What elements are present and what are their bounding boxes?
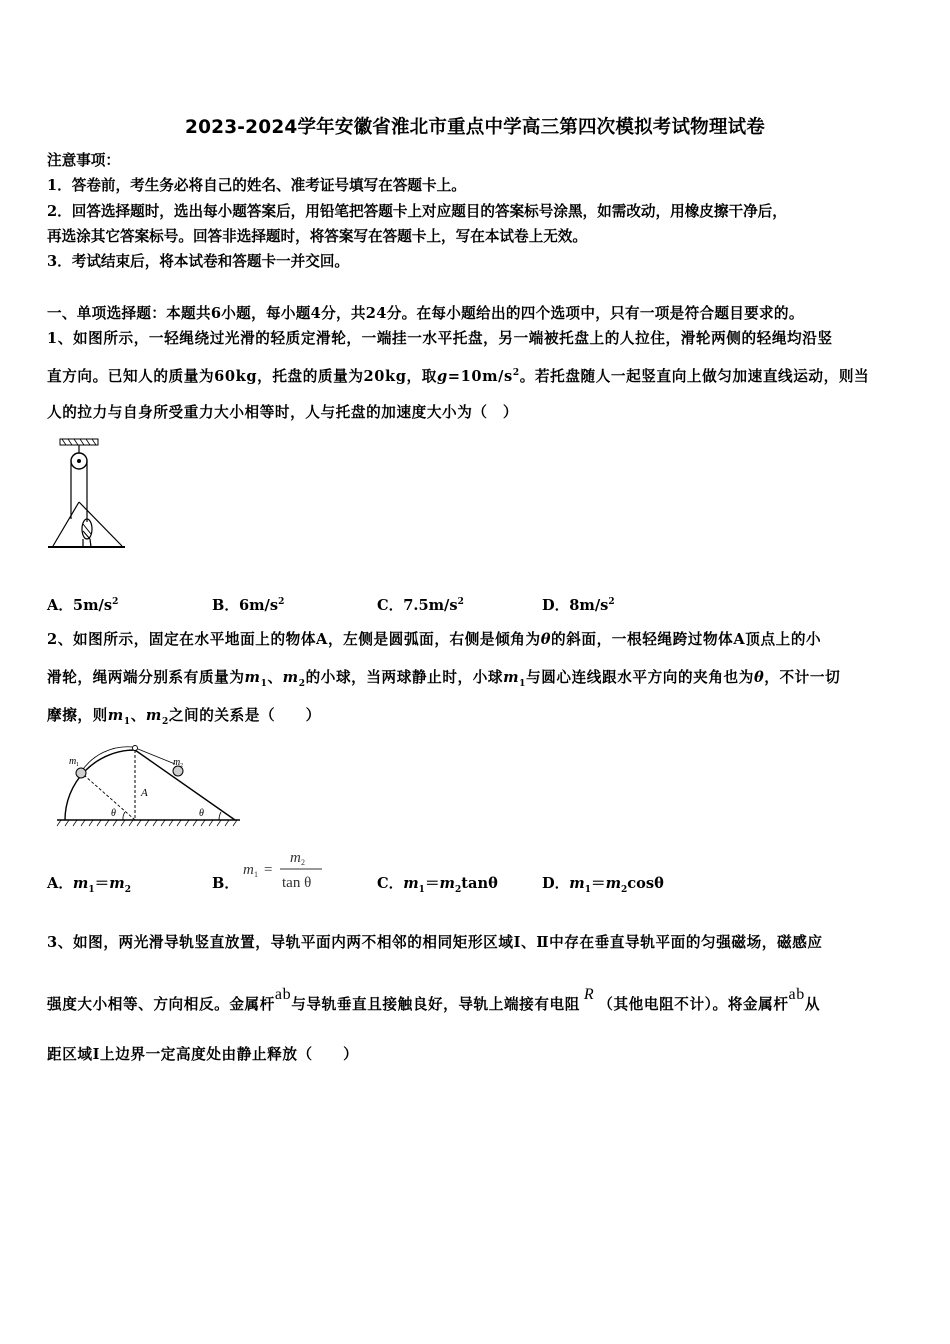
q2-option-d[interactable]: D．$m_1=m_2\cos\theta$ bbox=[542, 875, 664, 895]
svg-text:=: = bbox=[264, 862, 273, 878]
q1-option-d[interactable]: D．$8m/s^2$ bbox=[542, 597, 615, 614]
q1-option-c[interactable]: C．$7.5m/s^2$ bbox=[377, 597, 464, 614]
svg-text:2: 2 bbox=[301, 858, 305, 867]
q2-line-2: 滑轮，绳两端分别系有质量为$m_1$、$m_2$的小球，当两球静止时，小球$m_1$与圆心连线跟水平方向的夹角也为θ，不计一切 bbox=[47, 669, 841, 689]
fig-label-a: A bbox=[141, 787, 148, 799]
svg-text:1: 1 bbox=[254, 870, 258, 879]
fig-label-theta-right: θ bbox=[199, 808, 204, 819]
section-heading: 一、单项选择题：本题共6小题，每小题4分，共24分。在每小题给出的四个选项中，只有一项是符合题目要求的。 bbox=[47, 305, 804, 322]
svg-text:m: m bbox=[243, 862, 254, 878]
svg-text:m: m bbox=[290, 850, 301, 866]
q2-line-1: 2、如图所示，固定在水平地面上的物体A，左侧是圆弧面，右侧是倾角为θ的斜面，一根轻绳跨过物体A顶点上的小 bbox=[47, 631, 822, 648]
fig-label-theta-left: θ bbox=[111, 808, 116, 819]
q2-option-b-letter[interactable]: B． bbox=[212, 875, 239, 892]
q2-option-a[interactable]: A．$m_1=m_2$ bbox=[47, 875, 131, 895]
svg-text:tan θ: tan θ bbox=[282, 875, 312, 891]
notice-item-1: 1．答卷前，考生务必将自己的姓名、准考证号填写在答题卡上。 bbox=[47, 177, 466, 194]
q2-option-c[interactable]: C．$m_1=m_2\tan\theta$ bbox=[377, 875, 498, 895]
q2-line-3: 摩擦，则$m_1$、$m_2$之间的关系是（ ） bbox=[47, 707, 321, 727]
q1-line-1: 1、如图所示，一轻绳绕过光滑的轻质定滑轮，一端挂一水平托盘，另一端被托盘上的人拉住，滑轮两侧的轻绳均沿竖 bbox=[47, 330, 833, 347]
q2-option-b-formula[interactable] bbox=[240, 847, 330, 893]
fig-label-m1: m bbox=[69, 756, 77, 767]
q1-option-a[interactable]: A．$5m/s^2$ bbox=[47, 597, 119, 614]
q3-line-2: 强度大小相等、方向相反。金属杆ab与导轨垂直且接触良好，导轨上端接有电阻R（其他电阻不计）。将金属杆ab从 bbox=[47, 986, 821, 1013]
svg-text:2: 2 bbox=[180, 763, 183, 769]
q3-line-1: 3、如图，两光滑导轨竖直放置，导轨平面内两不相邻的相同矩形区域Ⅰ、Ⅱ中存在垂直导轨平面的匀强磁场，磁感应 bbox=[47, 934, 823, 951]
q1-pulley-figure bbox=[45, 436, 130, 556]
fig-label-m2: m bbox=[173, 757, 181, 768]
q2-incline-figure bbox=[55, 740, 245, 830]
q3-line-3: 距区域Ⅰ上边界一定高度处由静止释放（ ） bbox=[47, 1046, 359, 1063]
notice-heading: 注意事项： bbox=[47, 152, 120, 169]
q1-line-2: 直方向。已知人的质量为60kg，托盘的质量为20kg，取$g=10m/s^2$。若托盘随人一起竖直向上做匀加速直线运动，则当 bbox=[47, 368, 870, 385]
q1-line-3: 人的拉力与自身所受重力大小相等时，人与托盘的加速度大小为（ ） bbox=[47, 404, 519, 421]
page-title: 2023-2024学年安徽省淮北市重点中学高三第四次模拟考试物理试卷 bbox=[185, 117, 765, 138]
notice-item-3: 3．考试结束后，将本试卷和答题卡一并交回。 bbox=[47, 253, 350, 270]
notice-item-2a: 2．回答选择题时，选出每小题答案后，用铅笔把答题卡上对应题目的答案标号涂黑，如需改动，用橡皮擦干净后， bbox=[47, 203, 787, 220]
q1-option-b[interactable]: B．$6m/s^2$ bbox=[212, 597, 285, 614]
notice-item-2b: 再选涂其它答案标号。回答非选择题时，将答案写在答题卡上，写在本试卷上无效。 bbox=[47, 228, 587, 245]
svg-text:1: 1 bbox=[76, 762, 79, 768]
